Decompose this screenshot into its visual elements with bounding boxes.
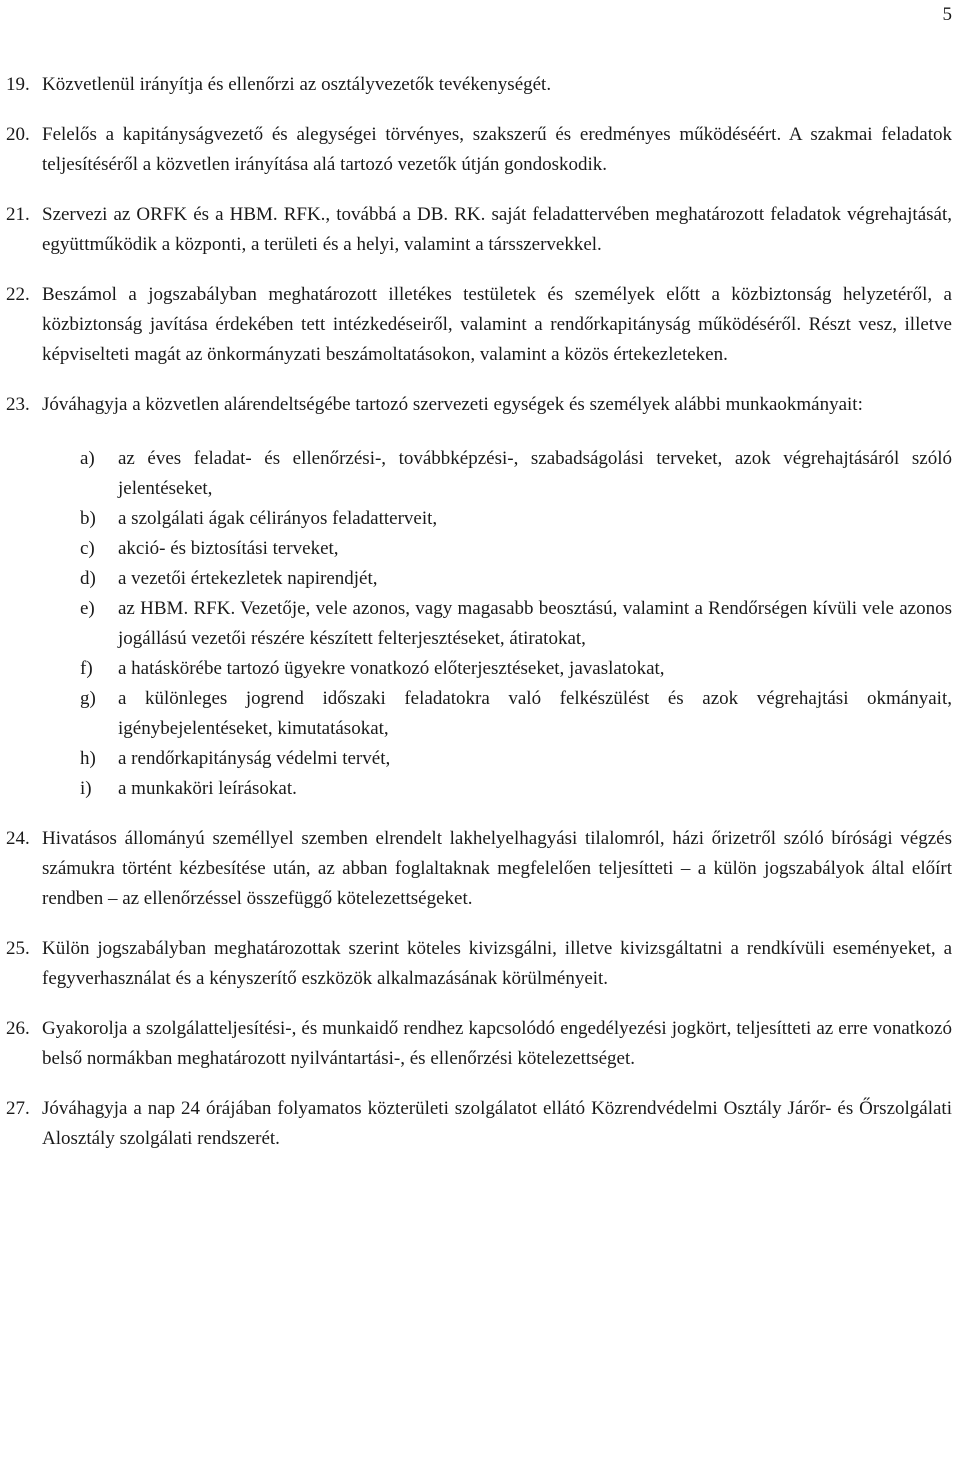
sub-item-letter: h)	[80, 748, 96, 769]
item-number: 20.	[6, 124, 30, 145]
sub-item-text: a munkaköri leírásokat.	[118, 778, 297, 799]
list-item	[6, 70, 952, 100]
sub-list-item	[80, 654, 952, 684]
sub-list-item	[80, 684, 952, 744]
item-text: Jóváhagyja a közvetlen alárendeltségébe tartozó szervezeti egységek és személyek alábbi munkaokmányait:	[42, 394, 863, 415]
sub-item-letter: b)	[80, 508, 96, 529]
sub-list-item	[80, 774, 952, 804]
sub-list-item	[80, 504, 952, 534]
sub-list-item	[80, 534, 952, 564]
item-text: Jóváhagyja a nap 24 órájában folyamatos közterületi szolgálatot ellátó Közrendvédelmi Osztály Járőr- és Őrszolgálati Alosztály szolgálati rendszerét.	[42, 1098, 952, 1149]
item-text: Beszámol a jogszabályban meghatározott illetékes testületek és személyek előtt a közbiztonság helyzetéről, a közbiztonság javítása érdekében tett intézkedéseiről, valamint a rendőrkapitányság működéséről. Részt vesz, illetve képviselteti magát az önkormányzati beszámoltatásokon, valamint a közös értekezleteken.	[42, 284, 952, 365]
sub-item-text: az éves feladat- és ellenőrzési-, továbbképzési-, szabadságolási terveket, azok végrehajtásáról szóló jelentéseket,	[118, 448, 952, 499]
sub-item-text: a hatáskörébe tartozó ügyekre vonatkozó előterjesztéseket, javaslatokat,	[118, 658, 665, 679]
list-item	[6, 1014, 952, 1074]
item-text: Külön jogszabályban meghatározottak szerint köteles kivizsgálni, illetve kivizsgáltatni a rendkívüli eseményeket, a fegyverhasználat és a kényszerítő eszközök alkalmazásának körülményeit.	[42, 938, 952, 989]
sub-item-text: a vezetői értekezletek napirendjét,	[118, 568, 378, 589]
sub-item-letter: c)	[80, 538, 95, 559]
item-number: 22.	[6, 284, 30, 305]
sub-item-text: az HBM. RFK. Vezetője, vele azonos, vagy magasabb beosztású, valamint a Rendőrségen kívüli vele azonos jogállású vezetői részére készített felterjesztéseket, átiratokat,	[118, 598, 952, 649]
item-number: 27.	[6, 1098, 30, 1119]
list-item	[6, 390, 952, 420]
sub-list-item	[80, 744, 952, 774]
sub-item-text: a rendőrkapitányság védelmi tervét,	[118, 748, 391, 769]
sub-item-text: a különleges jogrend időszaki feladatokra való felkészülést és azok végrehajtási okmányait, igénybejelentéseket, kimutatásokat,	[118, 688, 952, 739]
item-number: 24.	[6, 828, 30, 849]
item-text: Gyakorolja a szolgálatteljesítési-, és munkaidő rendhez kapcsolódó engedélyezési jogkört, teljesítteti az erre vonatkozó belső normákban meghatározott nyilvántartási-, és ellenőrzési kötelezettséget.	[42, 1018, 952, 1069]
sub-list	[0, 444, 960, 804]
sub-list-item	[80, 594, 952, 654]
item-number: 21.	[6, 204, 30, 225]
item-number: 23.	[6, 394, 30, 415]
item-number: 25.	[6, 938, 30, 959]
sub-item-text: akció- és biztosítási terveket,	[118, 538, 339, 559]
list-item	[6, 200, 952, 260]
item-text: Közvetlenül irányítja és ellenőrzi az osztályvezetők tevékenységét.	[42, 74, 552, 95]
sub-item-letter: i)	[80, 778, 92, 799]
item-number: 19.	[6, 74, 30, 95]
item-text: Felelős a kapitányságvezető és alegységei törvényes, szakszerű és eredményes működéséért. A szakmai feladatok teljesítéséről a közvetlen irányítása alá tartozó vezetők útján gondoskodik.	[42, 124, 952, 175]
list-item	[6, 934, 952, 994]
sub-item-letter: a)	[80, 448, 95, 469]
document-body	[0, 70, 960, 1154]
list-item	[6, 824, 952, 914]
sub-item-letter: e)	[80, 598, 95, 619]
sub-item-letter: g)	[80, 688, 96, 709]
list-item	[6, 1094, 952, 1154]
page-number: 5	[942, 4, 952, 25]
sub-item-letter: d)	[80, 568, 96, 589]
sub-item-letter: f)	[80, 658, 93, 679]
sub-list-item	[80, 564, 952, 594]
item-number: 26.	[6, 1018, 30, 1039]
item-text: Szervezi az ORFK és a HBM. RFK., továbbá a DB. RK. saját feladattervében meghatározott feladatok végrehajtását, együttműködik a központi, a területi és a helyi, valamint a társszervekkel.	[42, 204, 952, 255]
list-item	[6, 120, 952, 180]
sub-item-text: a szolgálati ágak célirányos feladatterveit,	[118, 508, 438, 529]
list-item	[6, 280, 952, 370]
sub-list-item	[80, 444, 952, 504]
item-text: Hivatásos állományú személlyel szemben elrendelt lakhelyelhagyási tilalomról, házi őrizetről szóló bírósági végzés számukra történt kézbesítése után, az abban foglaltaknak megfelelően teljesítteti – a külön jogszabályok által előírt rendben – az ellenőrzéssel összefüggő kötelezettségeket.	[42, 828, 952, 909]
